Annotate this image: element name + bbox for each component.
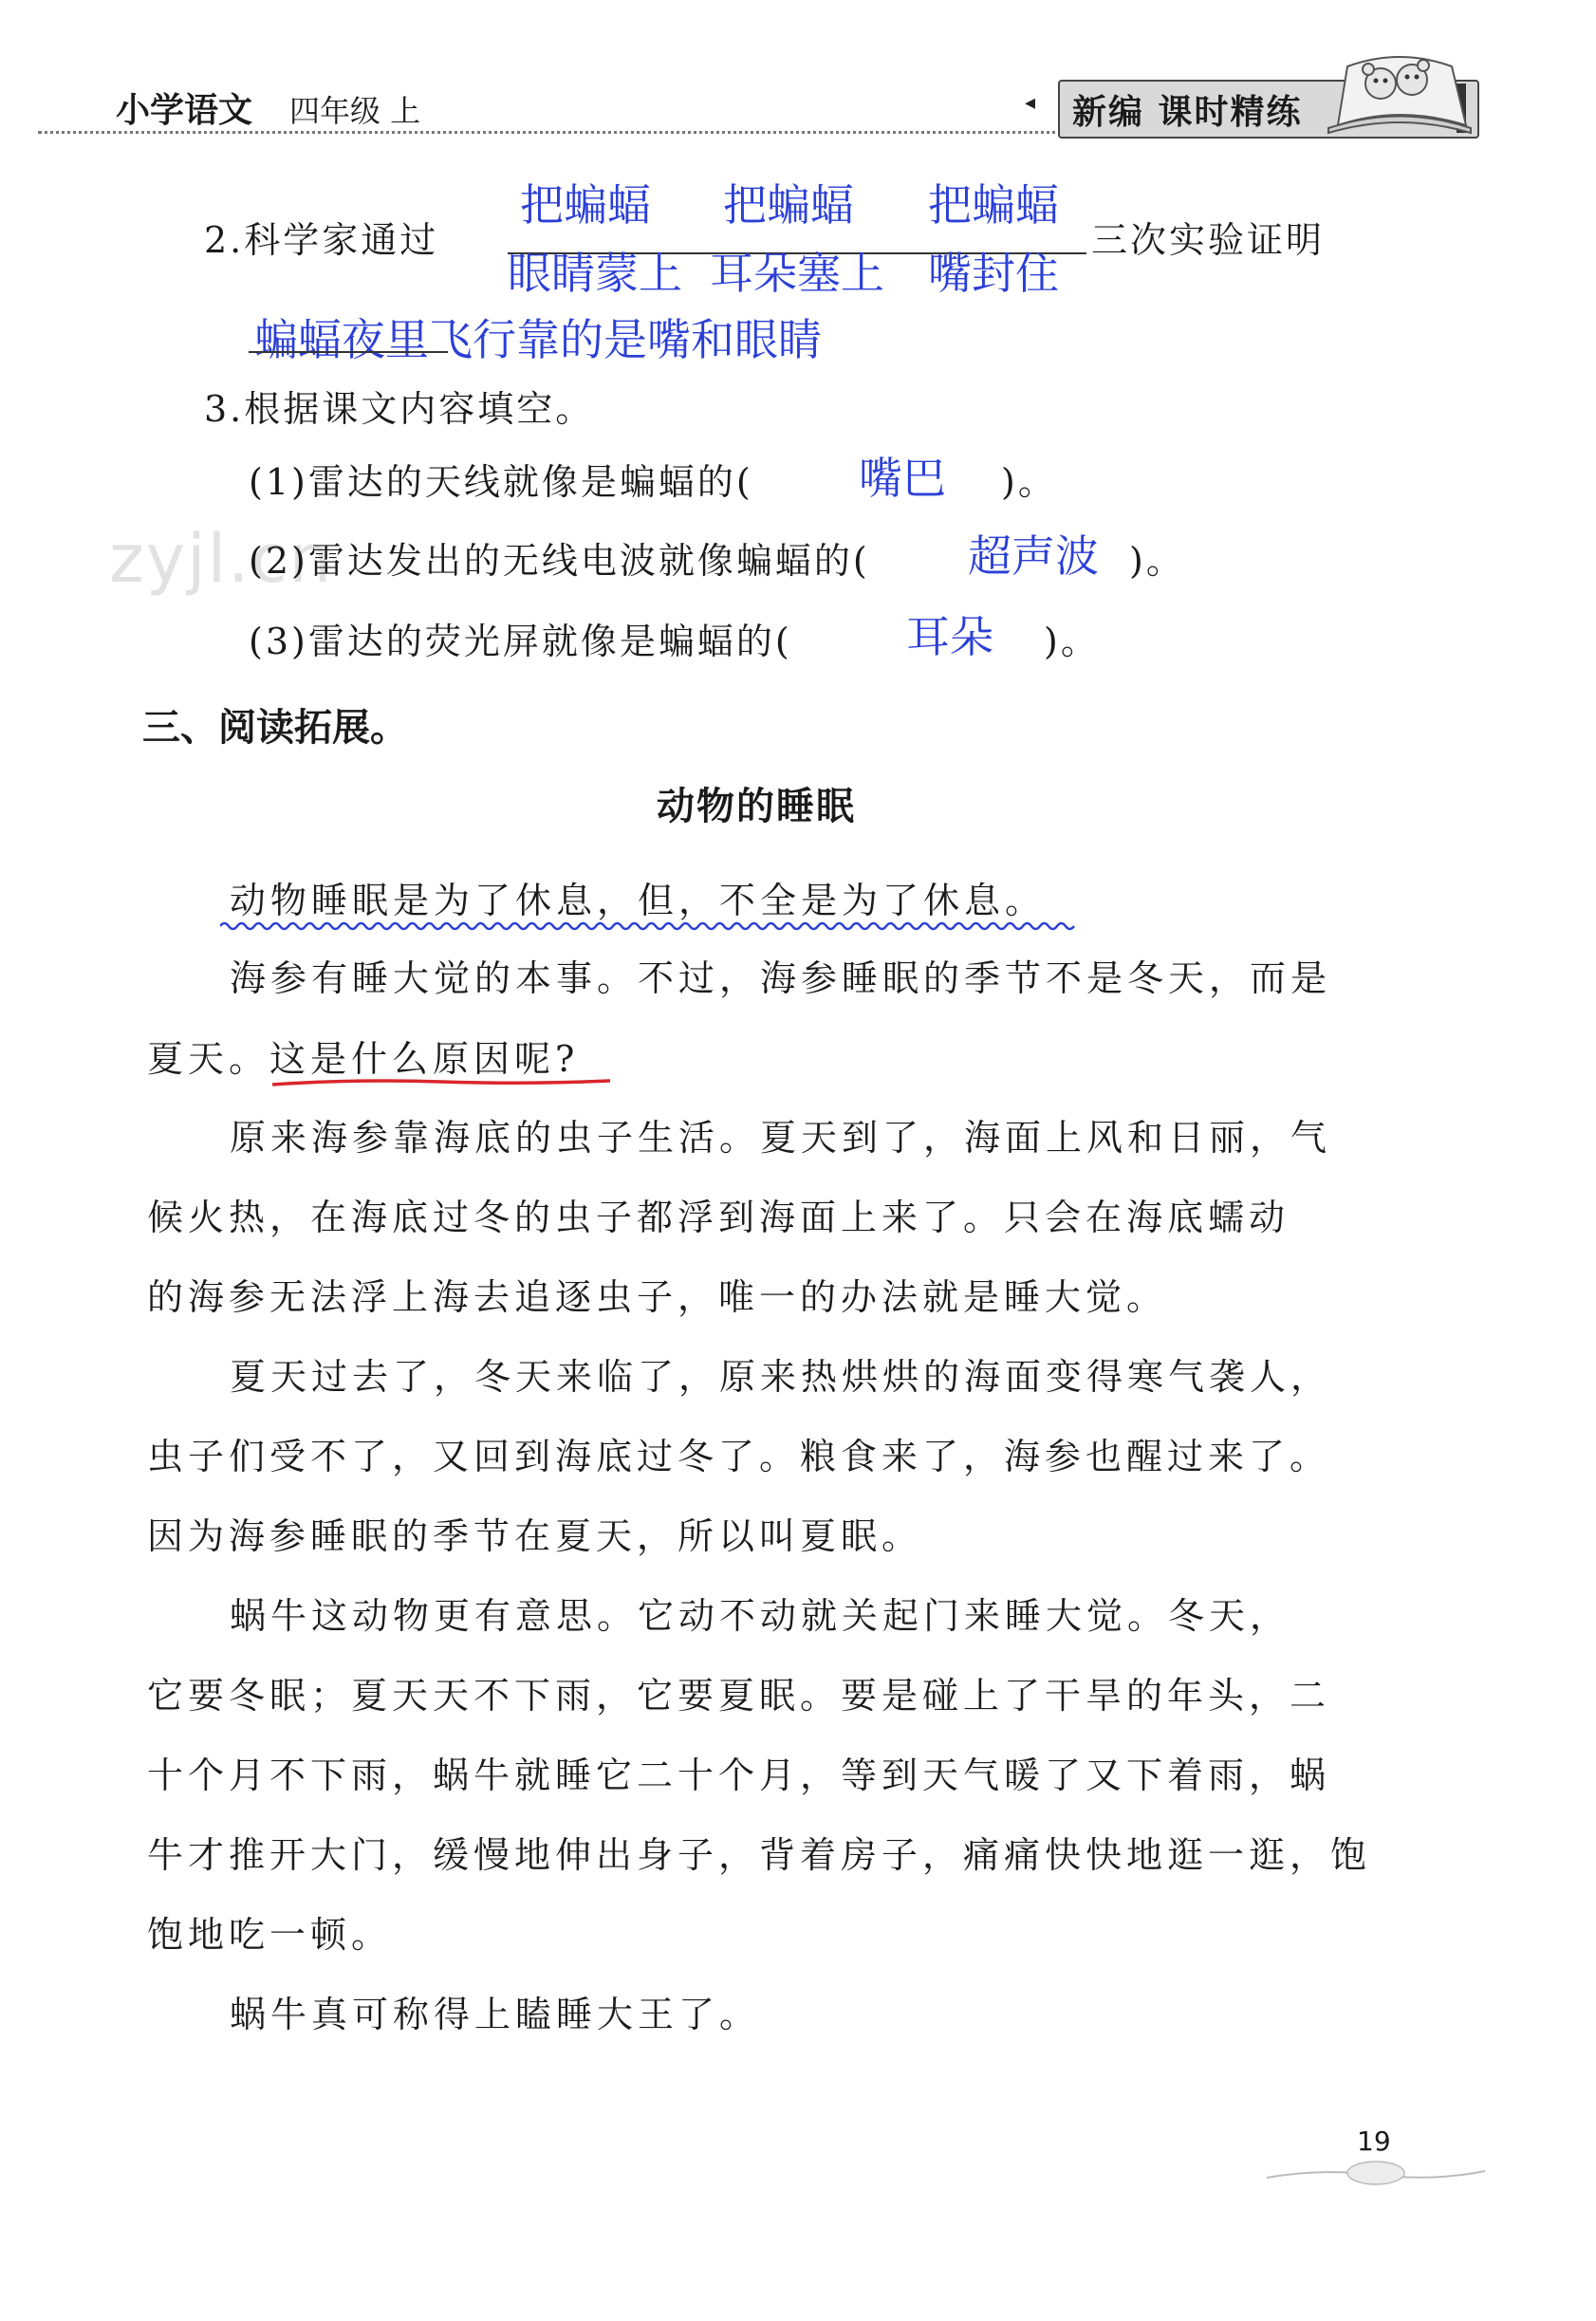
q3-item1-after: )。	[1001, 461, 1057, 503]
q3-title: 3.根据课文内容填空。	[204, 388, 595, 430]
q3-item1-answer: 嘴巴	[859, 453, 946, 504]
section3-heading: 三、阅读拓展。	[142, 706, 408, 750]
article-line-14: 饱地吃一顿。	[147, 1914, 393, 1956]
article-line-8: 虫子们受不了，又回到海底过冬了。粮食来了，海参也醒过来了。	[147, 1436, 1331, 1477]
book-mascot-icon	[1309, 38, 1490, 142]
article-line-7: 夏天过去了，冬天来临了，原来热烘烘的海面变得寒气袭人，	[230, 1356, 1332, 1398]
q3-item3-after: )。	[1044, 621, 1100, 662]
q3-item2-before: (2)雷达发出的无线电波就像蝙蝠的(	[249, 540, 870, 582]
article-line-6: 的海参无法浮上海去追逐虫子，唯一的办法就是睡大觉。	[147, 1276, 1168, 1318]
q2-answer-bottom-3: 嘴封住	[928, 248, 1059, 299]
q3-item3-before: (3)雷达的荧光屏就像是蝙蝠的(	[249, 621, 792, 662]
header-subject: 小学语文	[116, 91, 253, 130]
q2-answer-top-2: 把蝙蝠	[723, 179, 854, 231]
header-series-title: 新编 课时精练	[1072, 93, 1303, 132]
q2-tail: 三次实验证明	[1091, 219, 1326, 261]
header-dotted-rule	[38, 131, 1063, 134]
article-title: 动物的睡眠	[657, 785, 856, 828]
q2-answer-line2: 蝙蝠夜里飞行靠的是嘴和眼睛	[254, 314, 822, 365]
article-line-5: 候火热，在海底过冬的虫子都浮到海面上来了。只会在海底蠕动	[147, 1197, 1290, 1238]
article-line-12: 十个月不下雨，蜗牛就睡它二十个月，等到天气暖了又下着雨，蜗	[147, 1755, 1331, 1796]
page-wave-icon	[1262, 2154, 1490, 2192]
article-line-15: 蜗牛真可称得上瞌睡大王了。	[230, 1994, 761, 2035]
q3-item3-answer: 耳朵	[906, 611, 993, 662]
article-line-4: 原来海参靠海底的虫子生活。夏天到了，海面上风和日丽，气	[230, 1117, 1332, 1159]
article-line-1: 动物睡眠是为了休息，但，不全是为了休息。	[230, 880, 1047, 921]
watermark: zyjl.cn	[109, 520, 334, 598]
q3-item1-before: (1)雷达的天线就像是蝙蝠的(	[249, 461, 753, 503]
q3-item2-answer: 超声波	[968, 530, 1099, 582]
article-line-11: 它要冬眠；夏天天不下雨，它要夏眠。要是碰上了干旱的年头，二	[147, 1675, 1331, 1717]
q2-blank-line-2	[249, 351, 448, 353]
q2-answer-top-1: 把蝙蝠	[520, 179, 651, 231]
q2-answer-bottom-2: 耳朵塞上	[710, 248, 884, 299]
article-line-9: 因为海参睡眠的季节在夏天，所以叫夏眠。	[147, 1515, 923, 1557]
q2-lead: 2.科学家通过	[204, 219, 439, 261]
wavy-underline-mark	[220, 919, 1079, 934]
article-line-13: 牛才推开大门，缓慢地伸出身子，背着房子，痛痛快快地逛一逛，饱	[147, 1834, 1372, 1876]
q2-answer-top-3: 把蝙蝠	[928, 179, 1059, 231]
q2-answer-bottom-1: 眼睛蒙上	[508, 248, 682, 299]
header-arrow-icon: ◂	[1025, 91, 1036, 115]
page-number: 19	[1357, 2126, 1391, 2157]
article-line-2: 海参有睡大觉的本事。不过，海参睡眠的季节不是冬天，而是	[230, 957, 1332, 999]
q3-item2-after: )。	[1129, 540, 1185, 582]
article-line-3: 夏天。这是什么原因呢?	[147, 1038, 580, 1080]
article-line-10: 蜗牛这动物更有意思。它动不动就关起门来睡大觉。冬天，	[230, 1595, 1291, 1637]
red-underline-mark	[270, 1076, 612, 1091]
header-grade: 四年级 上	[289, 93, 421, 129]
